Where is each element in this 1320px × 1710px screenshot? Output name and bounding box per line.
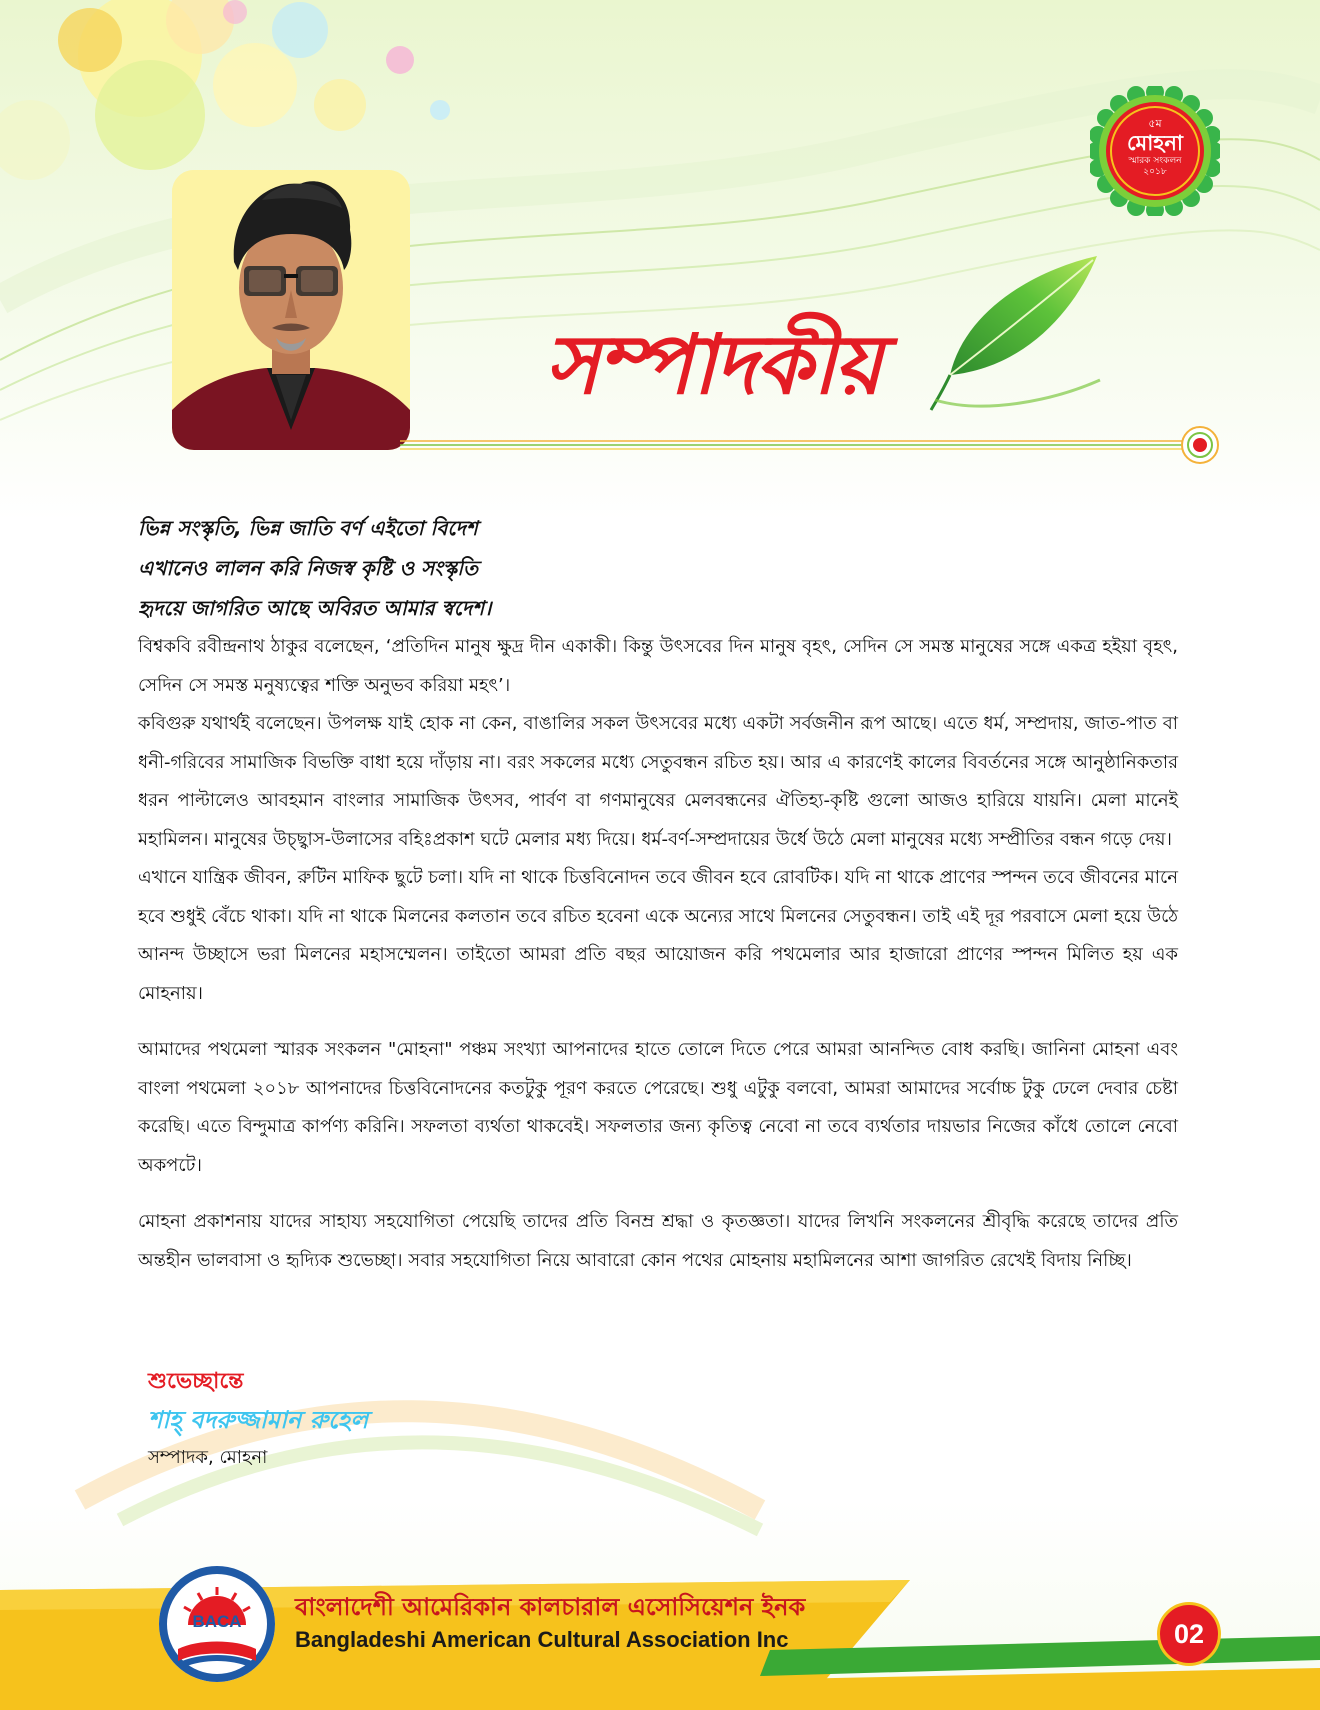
- editorial-body: [138, 628, 1178, 1280]
- paragraph: বিশ্বকবি রবীন্দ্রনাথ ঠাকুর বলেছেন, ‘প্রতিদিন মানুষ ক্ষুদ্র দীন একাকী। কিন্তু উৎসবের দিন মানুষ বৃহৎ, সেদিন সে সমস্ত মানুষের সঙ্গে একত্র হইয়া বৃহৎ, সেদিন সে সমস্ত মনুষ্যত্বের শক্তি অনুভব করিয়া মহৎ’।: [138, 636, 1178, 696]
- editor-name: শাহ্ বদরুজ্জামান রুহেল: [148, 1406, 369, 1434]
- paragraph: আমাদের পথমেলা স্মারক সংকলন "মোহনা" পঞ্চম সংখ্যা আপনাদের হাতে তোলে দিতে পেরে আমরা আনন্দিত বোধ করছি। জানিনা মোহনা এবং বাংলা পথমেলা ২০১৮ আপনাদের চিত্তবিনোদনের কতটুকু পূরণ করতে পেরেছে। শুধু এটুকু বলবো, আমরা আমাদের সর্বোচ্চ টুকু ঢেলে দেবার চেষ্টা করেছি। এতে বিন্দুমাত্র কার্পণ্য করিনি। সফলতা ব্যর্থতা থাকবেই। সফলতার জন্য কৃতিত্ব নেবো না তবে ব্যর্থতার দায়ভার নিজের কাঁধে তোলে নেবো অকপটে।: [138, 1039, 1178, 1176]
- verse-line: এখানেও লালন করি নিজস্ব কৃষ্টি ও সংস্কৃতি: [138, 556, 478, 580]
- org-name-bangla: বাংলাদেশী আমেরিকান কালচারাল এসোসিয়েশন ইনক: [295, 1593, 806, 1621]
- verse-line: ভিন্ন সংস্কৃতি, ভিন্ন জাতি বর্ণ এইতো বিদেশ: [138, 516, 478, 540]
- signoff: [148, 1362, 648, 1478]
- closing-greeting: শুভেচ্ছান্তে: [148, 1369, 244, 1394]
- verse-line: হৃদয়ে জাগরিত আছে অবিরত আমার স্বদেশ।: [138, 596, 492, 620]
- paragraph: মোহনা প্রকাশনায় যাদের সাহায্য সহযোগিতা পেয়েছি তাদের প্রতি বিনম্র শ্রদ্ধা ও কৃতজ্ঞতা। যাদের লিখনি সংকলনের শ্রীবৃদ্ধি করেছে তাদের প্রতি অন্তহীন ভালবাসা ও হৃদ্যিক শুভেচ্ছা। সবার সহযোগিতা নিয়ে আবারো কোন পথের মোহনায় মহামিলনের আশা জাগরিত রেখেই বিদায় নিচ্ছি।: [138, 1211, 1178, 1271]
- org-name-english: Bangladeshi American Cultural Association Inc: [295, 1627, 789, 1652]
- title-divider: [400, 425, 1230, 465]
- portrait-illustration: [172, 170, 410, 450]
- page-title: সম্পাদকীয়: [545, 317, 881, 413]
- badge-year: ২০১৮: [1143, 167, 1167, 177]
- paragraph: এখানে যান্ত্রিক জীবন, রুটিন মাফিক ছুটে চলা। যদি না থাকে চিত্তবিনোদন তবে জীবন হবে রোবটিক। যদি না থাকে প্রাণের স্পন্দন তবে জীবনের মানে হবে শুধুই বেঁচে থাকা। যদি না থাকে মিলনের কলতান তবে রচিত হবেনা একে অন্যের সাথে মিলনের সেতুবন্ধন। তাই এই দূর পরবাসে মেলা হয়ে উঠে আনন্দ উচ্ছাসে ভরা মিলনের মহাসম্মেলন। তাইতো আমরা প্রতি বছর আয়োজন করি পথমেলার আর হাজারো প্রাণের স্পন্দন মিলিত হয় এক মোহনায়।: [138, 867, 1178, 1004]
- mohona-badge: [1090, 118, 1220, 178]
- paragraph: কবিগুরু যথার্থই বলেছেন। উপলক্ষ যাই হোক না কেন, বাঙালির সকল উৎসবের মধ্যে একটা সর্বজনীন রূপ আছে। এতে ধর্ম, সম্প্রদায়, জাত-পাত বা ধনী-গরিবের সামাজিক বিভক্তি বাধা হয়ে দাঁড়ায় না। বরং সকলের মধ্যে সেতুবন্ধন রচিত হয়। আর এ কারণেই কালের বিবর্তনের সঙ্গে আনুষ্ঠানিকতার ধরন পাল্টালেও আবহমান বাংলার সামাজিক উৎসব, পার্বণ বা গণমানুষের মেলবন্ধনের ঐতিহ্য-কৃষ্টি গুলো আজও হারিয়ে যায়নি। মেলা মানেই মহামিলন। মানুষের উচ্ছ্বাস-উলাসের বহিঃপ্রকাশ ঘটে মেলার মধ্য দিয়ে। ধর্ম-বর্ণ-সম্প্রদায়ের উর্ধে উঠে মেলা মানুষের মধ্যে সম্প্রীতির বন্ধন গড়ে দেয়।: [138, 713, 1178, 850]
- badge-subtitle: স্মারক সংকলন: [1128, 156, 1182, 166]
- editor-photo: [172, 170, 410, 450]
- editor-role: সম্পাদক, মোহনা: [148, 1447, 268, 1468]
- badge-edition: ৫ম: [1148, 117, 1162, 130]
- leaf-icon: [925, 250, 1105, 420]
- opening-verse: [138, 508, 1038, 628]
- badge-name: মোহনা: [1127, 131, 1183, 155]
- page-number: 02: [1157, 1602, 1221, 1666]
- baca-logo-label: BACA: [192, 1612, 242, 1631]
